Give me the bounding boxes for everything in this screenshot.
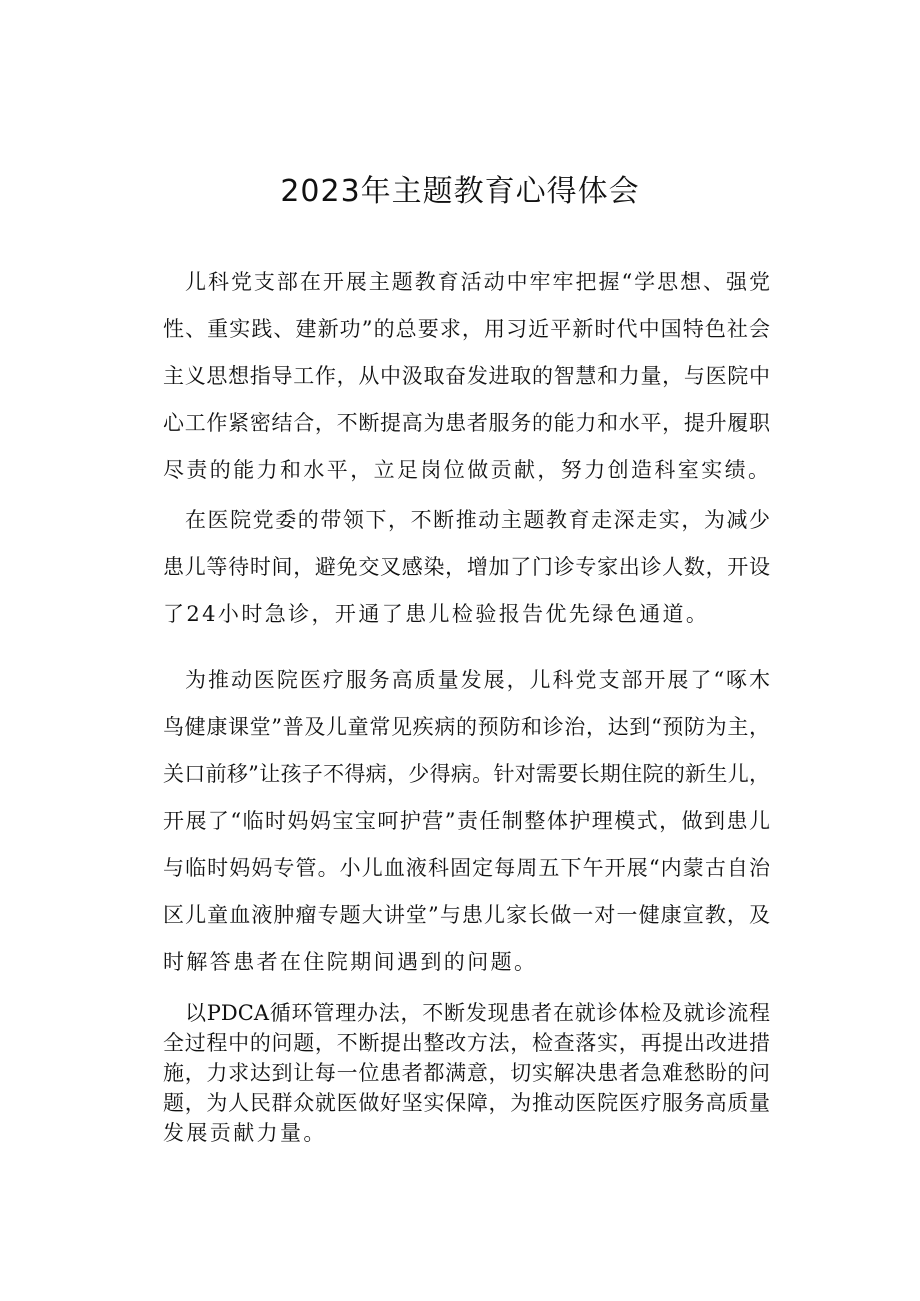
document-title: 2023年主题教育心得体会 — [280, 174, 640, 209]
paragraph-2 — [163, 497, 770, 638]
text-line: 主义思想指导工作，从中汲取奋发进取的智慧和力量，与医院中 — [163, 364, 770, 388]
text-line: 题，为人民群众就医做好坚实保障，为推动医院医疗服务高质量 — [163, 1091, 770, 1115]
text-line: 尽责的能力和水平，立足岗位做贡献，努力创造科室实绩。 — [163, 458, 772, 482]
text-line: 关口前移”让孩子不得病，少得病。针对需要长期住院的新生儿， — [163, 762, 770, 786]
text-line: 施，力求达到让每一位患者都满意，切实解决患者急难愁盼的问 — [163, 1061, 770, 1085]
text-line: 心工作紧密结合，不断提高为患者服务的能力和水平，提升履职 — [163, 411, 770, 435]
text-line: 了24小时急诊，开通了患儿检验报告优先绿色通道。 — [163, 602, 710, 626]
paragraph-1 — [163, 259, 770, 494]
text-line: 发展贡献力量。 — [163, 1121, 327, 1145]
text-line: 为推动医院医疗服务高质量发展，儿科党支部开展了“啄木 — [185, 668, 770, 692]
text-line: 全过程中的问题，不断提出整改方法，检查落实，再提出改进措 — [163, 1031, 770, 1055]
text-line: 开展了“临时妈妈宝宝呵护营”责任制整体护理模式，做到患儿 — [163, 809, 770, 833]
text-line: 以PDCA循环管理办法，不断发现患者在就诊体检及就诊流程 — [185, 1001, 770, 1025]
paragraph-3 — [163, 657, 770, 986]
paragraph-4 — [163, 998, 770, 1148]
text-line: 区儿童血液肿瘤专题大讲堂”与患儿家长做一对一健康宣教，及 — [163, 903, 770, 927]
text-line: 患儿等待时间，避免交叉感染，增加了门诊专家出诊人数，开设 — [163, 555, 770, 579]
text-line: 时解答患者在住院期间遇到的问题。 — [163, 950, 538, 974]
text-line: 性、重实践、建新功”的总要求，用习近平新时代中国特色社会 — [163, 317, 770, 341]
text-line: 与临时妈妈专管。小儿血液科固定每周五下午开展“内蒙古自治 — [163, 856, 770, 880]
text-line: 在医院党委的带领下，不断推动主题教育走深走实，为减少 — [185, 508, 770, 532]
text-line: 鸟健康课堂”普及儿童常见疾病的预防和诊治，达到“预防为主， — [163, 715, 770, 739]
text-line: 儿科党支部在开展主题教育活动中牢牢把握“学思想、强党 — [185, 270, 770, 294]
